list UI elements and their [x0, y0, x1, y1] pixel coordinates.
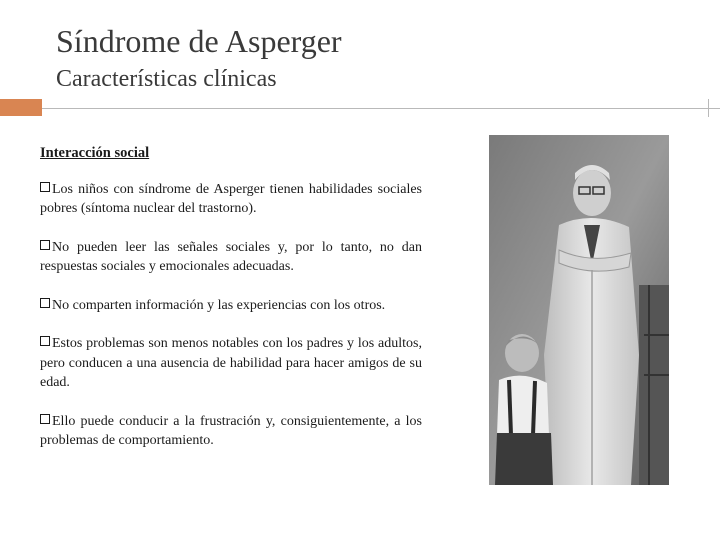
- header-rule-end: [708, 99, 720, 117]
- bullet-text: No comparten información y las experiencias con los otros.: [52, 297, 386, 313]
- bullet-text: No pueden leer las señales sociales y, por lo tanto, no dan respuestas sociales y emocionales adecuadas.: [40, 239, 422, 274]
- bullet-item: [40, 412, 422, 451]
- header-rule: [42, 108, 720, 109]
- accent-block: [0, 99, 42, 116]
- bullet-text: Los niños con síndrome de Asperger tienen habilidades sociales pobres (síntoma nuclear del trastorno).: [40, 181, 422, 216]
- bullet-item: [40, 238, 422, 277]
- content-area: [40, 144, 422, 470]
- bullet-item: [40, 296, 422, 316]
- section-heading: Interacción social: [40, 145, 150, 161]
- bullet-item: [40, 334, 422, 393]
- bullet-text: Estos problemas son menos notables con los padres y los adultos, pero conducen a una ausencia de habilidad para hacer amigos de su edad.: [40, 336, 422, 390]
- checkbox-bullet-icon: [40, 336, 50, 346]
- checkbox-bullet-icon: [40, 414, 50, 424]
- historical-photo: [489, 135, 669, 485]
- photo-illustration: [489, 135, 669, 485]
- checkbox-bullet-icon: [40, 182, 50, 192]
- bullet-item: [40, 180, 422, 219]
- slide-subtitle: Características clínicas: [56, 66, 277, 92]
- checkbox-bullet-icon: [40, 298, 50, 308]
- bullet-text: Ello puede conducir a la frustración y, consiguientemente, a los problemas de comportamiento.: [40, 413, 422, 448]
- slide-title: Síndrome de Asperger: [56, 23, 342, 59]
- checkbox-bullet-icon: [40, 240, 50, 250]
